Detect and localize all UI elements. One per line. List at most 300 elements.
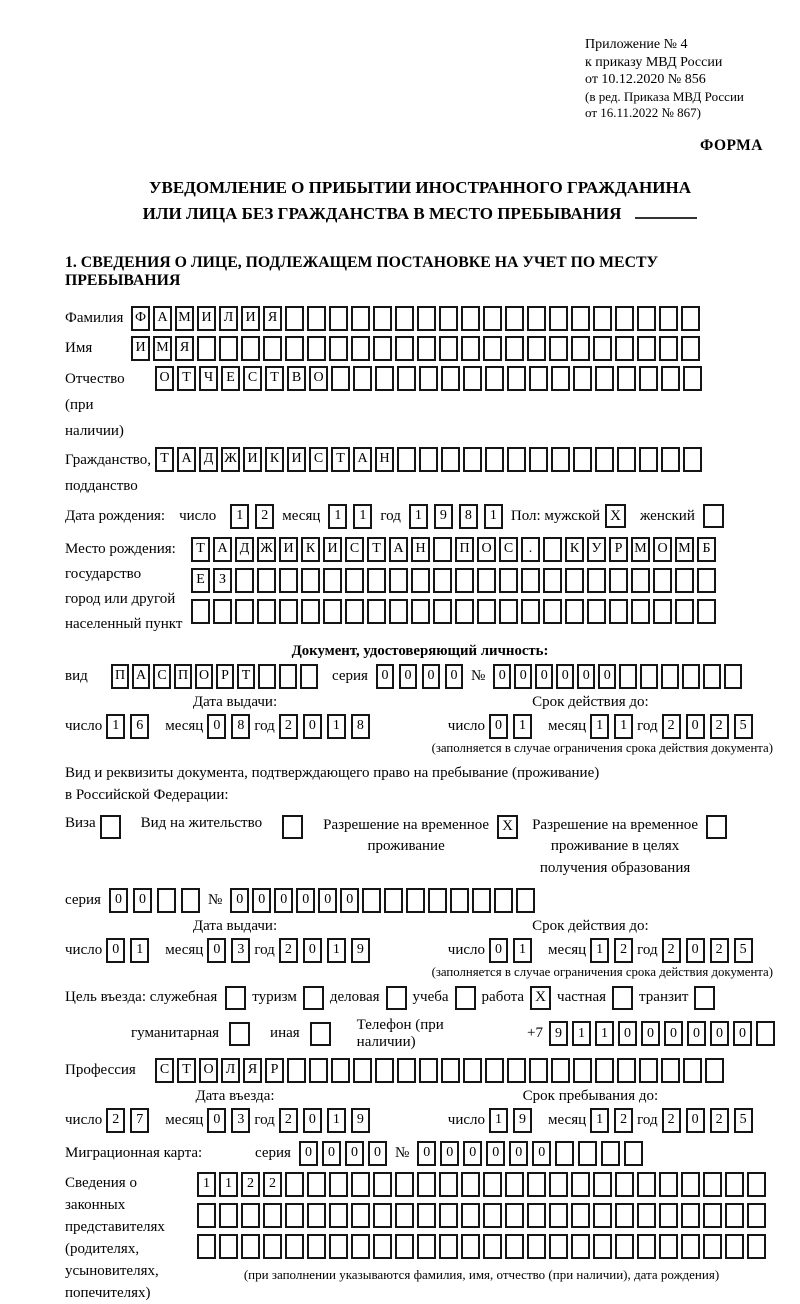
char-cell[interactable] xyxy=(549,1203,568,1228)
char-cell[interactable]: 5 xyxy=(734,938,753,963)
char-cell[interactable] xyxy=(406,888,425,913)
char-cell[interactable] xyxy=(463,1058,482,1083)
char-cell[interactable] xyxy=(617,1058,636,1083)
residence-permit-checkbox[interactable] xyxy=(282,815,303,839)
char-cell[interactable]: . xyxy=(521,537,540,562)
char-cell[interactable] xyxy=(683,366,702,391)
char-cell[interactable] xyxy=(417,1203,436,1228)
char-cell[interactable] xyxy=(351,306,370,331)
char-cell[interactable]: Н xyxy=(411,537,430,562)
char-cell[interactable] xyxy=(197,1234,216,1259)
char-cell[interactable] xyxy=(197,336,216,361)
char-cell[interactable] xyxy=(397,1058,416,1083)
char-cell[interactable] xyxy=(615,1234,634,1259)
char-cell[interactable] xyxy=(351,1234,370,1259)
char-cell[interactable] xyxy=(631,599,650,624)
char-cell[interactable]: 6 xyxy=(130,714,149,739)
char-cell[interactable] xyxy=(551,447,570,472)
char-cell[interactable] xyxy=(573,1058,592,1083)
char-cell[interactable] xyxy=(578,1141,597,1166)
char-cell[interactable]: П xyxy=(455,537,474,562)
char-cell[interactable] xyxy=(323,599,342,624)
char-cell[interactable]: О xyxy=(309,366,328,391)
char-cell[interactable] xyxy=(529,1058,548,1083)
char-cell[interactable] xyxy=(483,306,502,331)
char-cell[interactable] xyxy=(527,1234,546,1259)
char-cell[interactable]: 2 xyxy=(614,1108,633,1133)
char-cell[interactable] xyxy=(565,568,584,593)
char-cell[interactable] xyxy=(307,1203,326,1228)
char-cell[interactable]: А xyxy=(353,447,372,472)
char-cell[interactable] xyxy=(285,306,304,331)
char-cell[interactable] xyxy=(219,336,238,361)
char-cell[interactable]: И xyxy=(241,306,260,331)
char-cell[interactable] xyxy=(639,366,658,391)
char-cell[interactable] xyxy=(433,599,452,624)
char-cell[interactable] xyxy=(681,336,700,361)
char-cell[interactable]: У xyxy=(587,537,606,562)
char-cell[interactable] xyxy=(411,568,430,593)
char-cell[interactable]: 0 xyxy=(486,1141,505,1166)
char-cell[interactable] xyxy=(675,568,694,593)
char-cell[interactable]: 0 xyxy=(252,888,271,913)
char-cell[interactable] xyxy=(593,1234,612,1259)
char-cell[interactable] xyxy=(257,599,276,624)
char-cell[interactable] xyxy=(375,366,394,391)
char-cell[interactable]: 0 xyxy=(514,664,532,689)
char-cell[interactable]: Т xyxy=(177,1058,196,1083)
char-cell[interactable]: Р xyxy=(216,664,234,689)
char-cell[interactable]: С xyxy=(243,366,262,391)
char-cell[interactable]: А xyxy=(213,537,232,562)
char-cell[interactable]: 0 xyxy=(535,664,553,689)
char-cell[interactable] xyxy=(549,1172,568,1197)
char-cell[interactable]: Р xyxy=(609,537,628,562)
char-cell[interactable]: С xyxy=(309,447,328,472)
char-cell[interactable] xyxy=(345,599,364,624)
char-cell[interactable] xyxy=(485,447,504,472)
char-cell[interactable]: Н xyxy=(375,447,394,472)
char-cell[interactable] xyxy=(683,447,702,472)
char-cell[interactable]: Т xyxy=(155,447,174,472)
char-cell[interactable]: 0 xyxy=(493,664,511,689)
char-cell[interactable] xyxy=(455,568,474,593)
char-cell[interactable]: И xyxy=(279,537,298,562)
purpose-study-checkbox[interactable] xyxy=(455,986,476,1010)
char-cell[interactable] xyxy=(521,568,540,593)
char-cell[interactable] xyxy=(351,1203,370,1228)
char-cell[interactable]: Ж xyxy=(257,537,276,562)
char-cell[interactable] xyxy=(659,306,678,331)
char-cell[interactable]: 2 xyxy=(710,1108,729,1133)
char-cell[interactable] xyxy=(661,664,679,689)
char-cell[interactable] xyxy=(637,336,656,361)
char-cell[interactable]: 1 xyxy=(230,504,249,529)
char-cell[interactable]: 2 xyxy=(662,1108,681,1133)
char-cell[interactable] xyxy=(279,664,297,689)
char-cell[interactable] xyxy=(197,1203,216,1228)
char-cell[interactable] xyxy=(428,888,447,913)
char-cell[interactable] xyxy=(725,1203,744,1228)
char-cell[interactable] xyxy=(659,1172,678,1197)
char-cell[interactable]: К xyxy=(565,537,584,562)
char-cell[interactable] xyxy=(549,306,568,331)
char-cell[interactable]: 1 xyxy=(327,938,346,963)
char-cell[interactable] xyxy=(389,599,408,624)
char-cell[interactable] xyxy=(527,336,546,361)
char-cell[interactable] xyxy=(747,1203,766,1228)
char-cell[interactable]: 0 xyxy=(109,888,128,913)
char-cell[interactable] xyxy=(395,336,414,361)
char-cell[interactable]: Я xyxy=(243,1058,262,1083)
char-cell[interactable] xyxy=(477,599,496,624)
char-cell[interactable] xyxy=(529,447,548,472)
char-cell[interactable] xyxy=(241,1203,260,1228)
char-cell[interactable]: 0 xyxy=(532,1141,551,1166)
char-cell[interactable] xyxy=(384,888,403,913)
char-cell[interactable] xyxy=(593,336,612,361)
char-cell[interactable]: 0 xyxy=(463,1141,482,1166)
char-cell[interactable]: Я xyxy=(175,336,194,361)
char-cell[interactable]: 0 xyxy=(274,888,293,913)
char-cell[interactable] xyxy=(615,1203,634,1228)
char-cell[interactable] xyxy=(307,306,326,331)
char-cell[interactable] xyxy=(279,568,298,593)
char-cell[interactable] xyxy=(639,1058,658,1083)
char-cell[interactable] xyxy=(301,568,320,593)
char-cell[interactable] xyxy=(527,306,546,331)
char-cell[interactable] xyxy=(351,336,370,361)
purpose-tourism-checkbox[interactable] xyxy=(303,986,324,1010)
char-cell[interactable] xyxy=(362,888,381,913)
char-cell[interactable] xyxy=(395,306,414,331)
char-cell[interactable] xyxy=(395,1203,414,1228)
char-cell[interactable] xyxy=(516,888,535,913)
char-cell[interactable] xyxy=(637,1234,656,1259)
char-cell[interactable] xyxy=(329,1234,348,1259)
char-cell[interactable] xyxy=(549,1234,568,1259)
char-cell[interactable] xyxy=(157,888,176,913)
char-cell[interactable]: И xyxy=(323,537,342,562)
char-cell[interactable] xyxy=(309,1058,328,1083)
char-cell[interactable] xyxy=(697,599,716,624)
char-cell[interactable]: 0 xyxy=(687,1021,706,1046)
char-cell[interactable] xyxy=(485,366,504,391)
char-cell[interactable] xyxy=(499,599,518,624)
char-cell[interactable]: 0 xyxy=(641,1021,660,1046)
char-cell[interactable] xyxy=(219,1234,238,1259)
char-cell[interactable] xyxy=(329,1203,348,1228)
char-cell[interactable] xyxy=(617,366,636,391)
temp-residence-edu-checkbox[interactable] xyxy=(706,815,727,839)
char-cell[interactable] xyxy=(389,568,408,593)
char-cell[interactable] xyxy=(507,366,526,391)
char-cell[interactable] xyxy=(307,1234,326,1259)
char-cell[interactable]: А xyxy=(389,537,408,562)
char-cell[interactable] xyxy=(615,306,634,331)
char-cell[interactable]: А xyxy=(132,664,150,689)
char-cell[interactable] xyxy=(373,1172,392,1197)
char-cell[interactable] xyxy=(258,664,276,689)
char-cell[interactable]: 0 xyxy=(345,1141,364,1166)
char-cell[interactable] xyxy=(571,1203,590,1228)
char-cell[interactable] xyxy=(285,1234,304,1259)
char-cell[interactable] xyxy=(483,336,502,361)
char-cell[interactable]: 0 xyxy=(509,1141,528,1166)
visa-checkbox[interactable] xyxy=(100,815,121,839)
char-cell[interactable] xyxy=(461,1172,480,1197)
char-cell[interactable] xyxy=(653,599,672,624)
char-cell[interactable]: Р xyxy=(265,1058,284,1083)
char-cell[interactable]: 1 xyxy=(590,1108,609,1133)
char-cell[interactable] xyxy=(601,1141,620,1166)
char-cell[interactable] xyxy=(661,1058,680,1083)
char-cell[interactable] xyxy=(433,568,452,593)
char-cell[interactable] xyxy=(661,366,680,391)
char-cell[interactable] xyxy=(395,1234,414,1259)
char-cell[interactable]: 1 xyxy=(484,504,503,529)
char-cell[interactable] xyxy=(725,1172,744,1197)
char-cell[interactable] xyxy=(653,568,672,593)
char-cell[interactable] xyxy=(439,1203,458,1228)
char-cell[interactable]: О xyxy=(477,537,496,562)
char-cell[interactable] xyxy=(661,447,680,472)
char-cell[interactable]: 2 xyxy=(662,938,681,963)
char-cell[interactable]: 2 xyxy=(710,938,729,963)
char-cell[interactable] xyxy=(494,888,513,913)
char-cell[interactable]: О xyxy=(195,664,213,689)
char-cell[interactable]: 1 xyxy=(327,714,346,739)
char-cell[interactable] xyxy=(639,447,658,472)
char-cell[interactable] xyxy=(609,599,628,624)
char-cell[interactable]: 8 xyxy=(459,504,478,529)
char-cell[interactable] xyxy=(543,599,562,624)
char-cell[interactable]: 1 xyxy=(590,714,609,739)
char-cell[interactable] xyxy=(505,1234,524,1259)
char-cell[interactable] xyxy=(419,447,438,472)
char-cell[interactable] xyxy=(682,664,700,689)
char-cell[interactable] xyxy=(573,447,592,472)
char-cell[interactable]: 1 xyxy=(409,504,428,529)
char-cell[interactable]: 0 xyxy=(556,664,574,689)
char-cell[interactable] xyxy=(395,1172,414,1197)
char-cell[interactable] xyxy=(681,1172,700,1197)
char-cell[interactable] xyxy=(507,1058,526,1083)
char-cell[interactable]: 2 xyxy=(106,1108,125,1133)
char-cell[interactable] xyxy=(595,447,614,472)
char-cell[interactable]: Ф xyxy=(131,306,150,331)
char-cell[interactable] xyxy=(483,1234,502,1259)
char-cell[interactable] xyxy=(439,306,458,331)
char-cell[interactable] xyxy=(285,336,304,361)
char-cell[interactable]: 0 xyxy=(299,1141,318,1166)
char-cell[interactable] xyxy=(617,447,636,472)
char-cell[interactable] xyxy=(483,1172,502,1197)
char-cell[interactable]: 0 xyxy=(445,664,463,689)
char-cell[interactable] xyxy=(681,306,700,331)
char-cell[interactable] xyxy=(419,1058,438,1083)
char-cell[interactable]: И xyxy=(197,306,216,331)
char-cell[interactable]: О xyxy=(653,537,672,562)
char-cell[interactable]: 2 xyxy=(279,1108,298,1133)
char-cell[interactable] xyxy=(505,306,524,331)
char-cell[interactable] xyxy=(505,1172,524,1197)
char-cell[interactable]: Т xyxy=(331,447,350,472)
char-cell[interactable]: О xyxy=(199,1058,218,1083)
char-cell[interactable]: 9 xyxy=(434,504,453,529)
purpose-business-checkbox[interactable] xyxy=(386,986,407,1010)
char-cell[interactable]: 0 xyxy=(303,1108,322,1133)
char-cell[interactable] xyxy=(397,447,416,472)
char-cell[interactable]: 2 xyxy=(710,714,729,739)
char-cell[interactable]: Е xyxy=(191,568,210,593)
char-cell[interactable] xyxy=(329,306,348,331)
char-cell[interactable] xyxy=(619,664,637,689)
char-cell[interactable] xyxy=(263,1234,282,1259)
char-cell[interactable] xyxy=(675,599,694,624)
char-cell[interactable] xyxy=(241,336,260,361)
char-cell[interactable]: 2 xyxy=(255,504,274,529)
char-cell[interactable] xyxy=(285,1172,304,1197)
char-cell[interactable] xyxy=(235,568,254,593)
char-cell[interactable] xyxy=(285,1203,304,1228)
char-cell[interactable] xyxy=(529,366,548,391)
char-cell[interactable]: Л xyxy=(221,1058,240,1083)
char-cell[interactable] xyxy=(571,1234,590,1259)
char-cell[interactable] xyxy=(551,366,570,391)
char-cell[interactable] xyxy=(681,1234,700,1259)
char-cell[interactable] xyxy=(724,664,742,689)
char-cell[interactable]: 1 xyxy=(219,1172,238,1197)
char-cell[interactable]: 8 xyxy=(231,714,250,739)
char-cell[interactable]: К xyxy=(265,447,284,472)
char-cell[interactable] xyxy=(219,1203,238,1228)
char-cell[interactable] xyxy=(637,1172,656,1197)
char-cell[interactable] xyxy=(345,568,364,593)
char-cell[interactable]: 5 xyxy=(734,714,753,739)
char-cell[interactable]: Т xyxy=(367,537,386,562)
char-cell[interactable] xyxy=(323,568,342,593)
char-cell[interactable] xyxy=(353,366,372,391)
char-cell[interactable] xyxy=(543,537,562,562)
char-cell[interactable]: 2 xyxy=(241,1172,260,1197)
char-cell[interactable] xyxy=(461,1203,480,1228)
char-cell[interactable]: С xyxy=(499,537,518,562)
char-cell[interactable]: 0 xyxy=(230,888,249,913)
char-cell[interactable] xyxy=(593,1172,612,1197)
purpose-official-checkbox[interactable] xyxy=(225,986,246,1010)
char-cell[interactable]: 0 xyxy=(489,938,508,963)
char-cell[interactable] xyxy=(439,336,458,361)
char-cell[interactable] xyxy=(329,336,348,361)
sex-female-checkbox[interactable] xyxy=(703,504,724,528)
char-cell[interactable] xyxy=(549,336,568,361)
char-cell[interactable]: М xyxy=(631,537,650,562)
char-cell[interactable] xyxy=(703,1234,722,1259)
char-cell[interactable] xyxy=(241,1234,260,1259)
char-cell[interactable] xyxy=(307,336,326,361)
char-cell[interactable]: О xyxy=(155,366,174,391)
char-cell[interactable] xyxy=(543,568,562,593)
char-cell[interactable] xyxy=(181,888,200,913)
char-cell[interactable]: 0 xyxy=(133,888,152,913)
char-cell[interactable] xyxy=(477,568,496,593)
char-cell[interactable] xyxy=(499,568,518,593)
char-cell[interactable] xyxy=(235,599,254,624)
char-cell[interactable] xyxy=(472,888,491,913)
purpose-private-checkbox[interactable] xyxy=(612,986,633,1010)
char-cell[interactable]: 0 xyxy=(207,1108,226,1133)
char-cell[interactable] xyxy=(703,664,721,689)
char-cell[interactable] xyxy=(595,366,614,391)
char-cell[interactable] xyxy=(463,366,482,391)
char-cell[interactable]: 0 xyxy=(489,714,508,739)
char-cell[interactable]: 0 xyxy=(417,1141,436,1166)
char-cell[interactable]: 0 xyxy=(733,1021,752,1046)
char-cell[interactable]: 0 xyxy=(340,888,359,913)
char-cell[interactable]: Т xyxy=(237,664,255,689)
char-cell[interactable]: 0 xyxy=(207,938,226,963)
char-cell[interactable] xyxy=(367,599,386,624)
char-cell[interactable]: Б xyxy=(697,537,716,562)
char-cell[interactable]: 2 xyxy=(279,938,298,963)
char-cell[interactable]: И xyxy=(287,447,306,472)
char-cell[interactable]: П xyxy=(111,664,129,689)
char-cell[interactable]: 0 xyxy=(303,714,322,739)
char-cell[interactable]: С xyxy=(153,664,171,689)
char-cell[interactable]: 0 xyxy=(686,938,705,963)
char-cell[interactable]: В xyxy=(287,366,306,391)
char-cell[interactable]: Ч xyxy=(199,366,218,391)
char-cell[interactable] xyxy=(439,1172,458,1197)
char-cell[interactable]: Т xyxy=(177,366,196,391)
char-cell[interactable]: 1 xyxy=(572,1021,591,1046)
char-cell[interactable] xyxy=(659,1234,678,1259)
char-cell[interactable] xyxy=(450,888,469,913)
purpose-work-checkbox[interactable]: X xyxy=(530,986,551,1010)
char-cell[interactable] xyxy=(571,1172,590,1197)
char-cell[interactable]: 9 xyxy=(513,1108,532,1133)
char-cell[interactable]: 1 xyxy=(590,938,609,963)
char-cell[interactable]: 9 xyxy=(351,1108,370,1133)
char-cell[interactable]: М xyxy=(675,537,694,562)
char-cell[interactable] xyxy=(257,568,276,593)
char-cell[interactable] xyxy=(433,537,452,562)
char-cell[interactable] xyxy=(411,599,430,624)
char-cell[interactable] xyxy=(659,1203,678,1228)
char-cell[interactable] xyxy=(301,599,320,624)
char-cell[interactable]: 1 xyxy=(328,504,347,529)
char-cell[interactable]: Ж xyxy=(221,447,240,472)
char-cell[interactable] xyxy=(331,1058,350,1083)
char-cell[interactable]: Д xyxy=(235,537,254,562)
char-cell[interactable] xyxy=(441,1058,460,1083)
char-cell[interactable] xyxy=(565,599,584,624)
temp-residence-checkbox[interactable]: X xyxy=(497,815,518,839)
char-cell[interactable]: К xyxy=(301,537,320,562)
char-cell[interactable] xyxy=(213,599,232,624)
char-cell[interactable]: Л xyxy=(219,306,238,331)
char-cell[interactable]: 0 xyxy=(368,1141,387,1166)
char-cell[interactable]: 0 xyxy=(399,664,417,689)
char-cell[interactable]: 0 xyxy=(303,938,322,963)
char-cell[interactable] xyxy=(571,336,590,361)
char-cell[interactable] xyxy=(367,568,386,593)
char-cell[interactable] xyxy=(417,1172,436,1197)
char-cell[interactable] xyxy=(373,336,392,361)
char-cell[interactable] xyxy=(587,599,606,624)
purpose-other-checkbox[interactable] xyxy=(310,1022,331,1046)
